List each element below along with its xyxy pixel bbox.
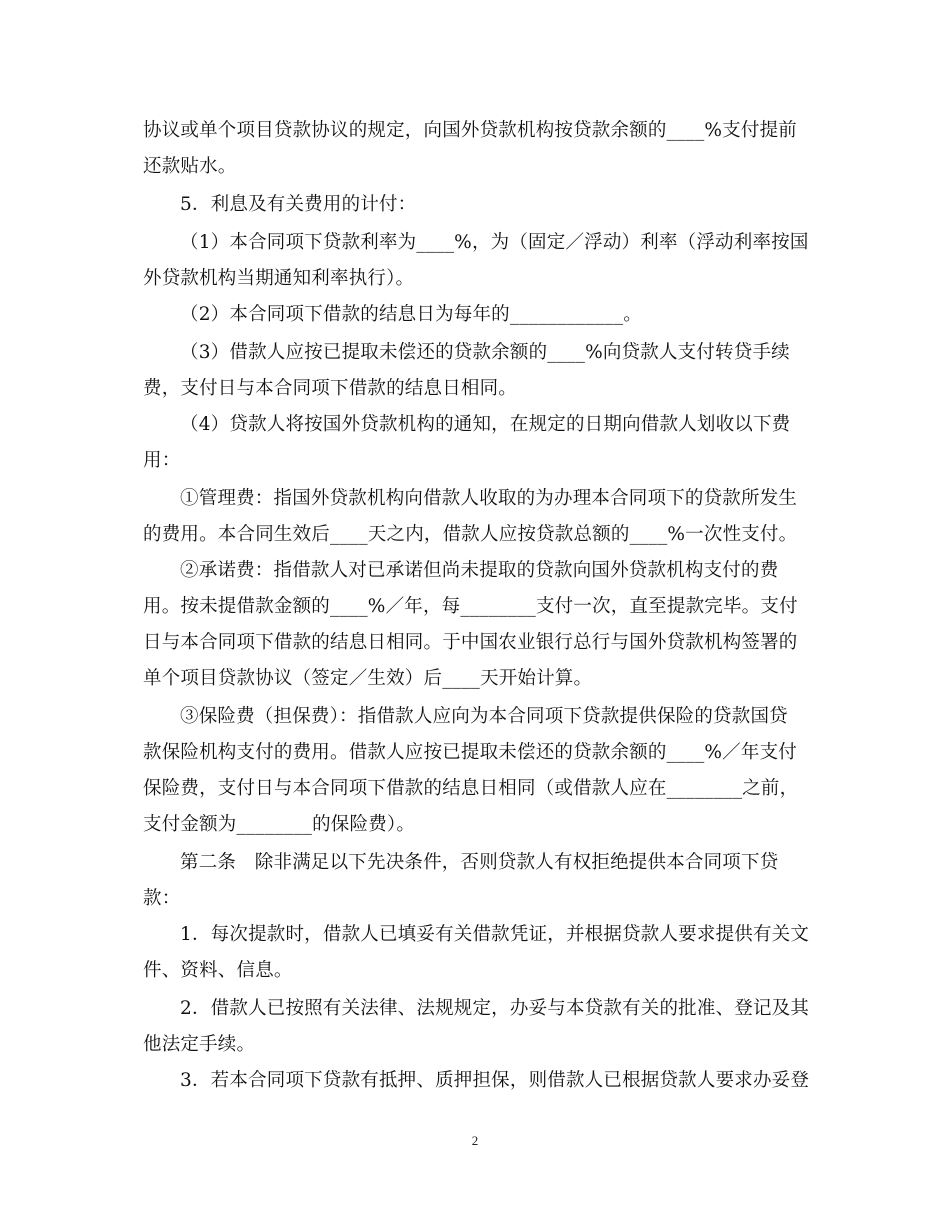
text-line: 他法定手续。 — [143, 1034, 256, 1055]
text-line: 保险费，支付日与本合同项下借款的结息日相同（或借款人应在________之前， — [143, 778, 799, 799]
text-line: 件、资料、信息。 — [143, 960, 293, 981]
text-line: 单个项目贷款协议（签定／生效）后____天开始计算。 — [143, 668, 593, 689]
text-line: 协议或单个项目贷款协议的规定，向国外贷款机构按贷款余额的____%支付提前 — [143, 120, 797, 141]
text-line: ②承诺费：指借款人对已承诺但尚未提取的贷款向国外贷款机构支付的费 — [180, 560, 779, 581]
text-line: 2．借款人已按照有关法律、法规规定，办妥与本贷款有关的批准、登记及其 — [180, 998, 810, 1019]
text-line: ①管理费：指国外贷款机构向借款人收取的为办理本合同项下的贷款所发生 — [180, 488, 798, 509]
text-line: 日与本合同项下借款的结息日相同。于中国农业银行总行与国外贷款机构签署的 — [143, 632, 798, 653]
text-line: 1．每次提款时，借款人已填妥有关借款凭证，并根据贷款人要求提供有关文 — [180, 924, 810, 945]
text-line: （3）借款人应按已提取未偿还的贷款余额的____%向贷款人支付转贷手续 — [180, 342, 790, 363]
text-line: 第二条 除非满足以下先决条件，否则贷款人有权拒绝提供本合同项下贷 — [180, 852, 779, 873]
text-line: 用。按未提借款金额的____%／年，每________支付一次，直至提款完毕。支付 — [143, 596, 798, 617]
text-line: 款保险机构支付的费用。借款人应按已提取未偿还的贷款余额的____%／年支付 — [143, 742, 797, 763]
text-line: （2）本合同项下借款的结息日为每年的____________。 — [180, 304, 642, 325]
text-line: 3．若本合同项下贷款有抵押、质押担保，则借款人已根据贷款人要求办妥登 — [180, 1070, 810, 1091]
text-line: 用： — [143, 450, 181, 471]
text-line: ③保险费（担保费）：指借款人应向为本合同项下贷款提供保险的贷款国贷 — [180, 706, 788, 727]
page-number: 2 — [471, 1133, 479, 1148]
text-line: 的费用。本合同生效后____天之内，借款人应按贷款总额的____%一次性支付。 — [143, 524, 798, 545]
text-line: 还款贴水。 — [143, 156, 237, 177]
text-line: 费，支付日与本合同项下借款的结息日相同。 — [143, 378, 518, 399]
text-line: （4）贷款人将按国外贷款机构的通知，在规定的日期向借款人划收以下费 — [180, 414, 791, 435]
text-line: 款： — [143, 888, 181, 909]
text-line: （1）本合同项下贷款利率为____%，为（固定／浮动）利率（浮动利率按国 — [180, 232, 809, 253]
text-line: 外贷款机构当期通知利率执行）。 — [143, 268, 415, 289]
text-line: 5．利息及有关费用的计付： — [180, 194, 417, 215]
text-line: 支付金额为________的保险费）。 — [143, 814, 416, 835]
